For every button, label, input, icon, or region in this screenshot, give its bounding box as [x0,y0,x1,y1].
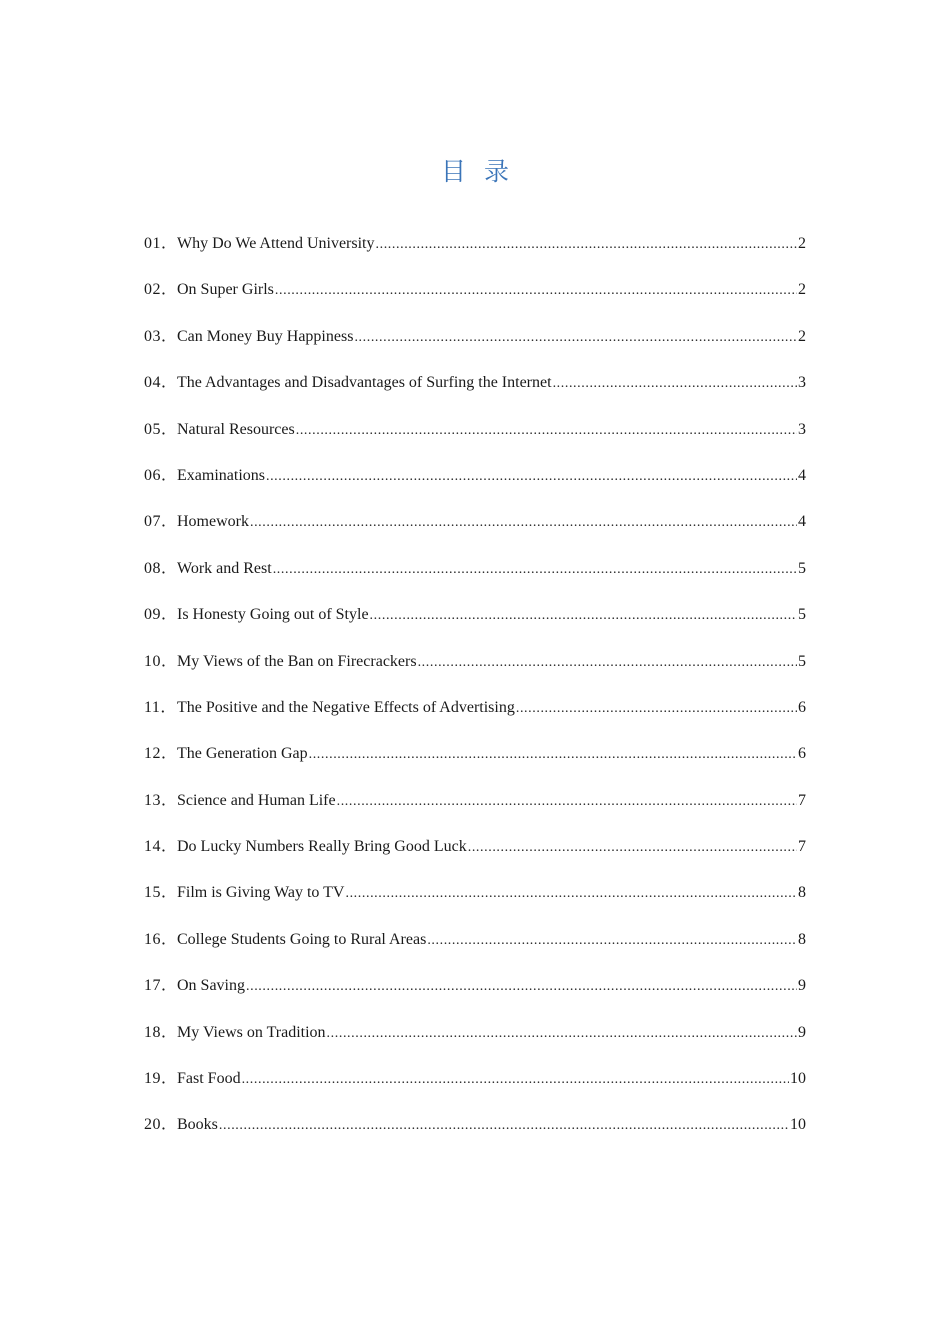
toc-dot-leader [250,511,797,535]
toc-dot-leader [516,697,797,721]
toc-entry-number: 16． [144,930,178,948]
toc-entry-page-number: 7 [798,838,806,856]
toc-dot-leader [219,1114,789,1138]
toc-dot-leader [327,1022,797,1046]
toc-entry-title: Is Honesty Going out of Style [177,606,369,624]
toc-entry-title: Natural Resources [177,420,295,438]
toc-entry-title: Work and Rest [177,559,272,577]
toc-entry[interactable] [144,603,806,649]
toc-dot-leader [376,233,798,257]
toc-entry-number: 01． [144,235,178,252]
toc-entry-page-number: 2 [798,235,806,252]
toc-entry[interactable] [144,1067,806,1113]
toc-entry-page-number: 8 [798,930,806,948]
toc-entry-title: My Views on Tradition [177,1023,326,1041]
toc-dot-leader [275,279,797,303]
toc-entry[interactable] [144,371,806,417]
toc-dot-leader [273,558,797,582]
toc-title: 目录 [440,157,527,186]
toc-entry-number: 11． [144,698,177,716]
toc-dot-leader [266,465,797,489]
toc-dot-leader [242,1068,789,1092]
toc-entry-page-number: 2 [798,281,806,299]
toc-dot-leader [354,326,797,350]
toc-entry-number: 07． [144,513,178,531]
toc-entry-page-number: 7 [798,791,806,809]
toc-entry-page-number: 4 [798,466,806,484]
toc-entry-title: On Saving [177,977,245,995]
toc-entry[interactable] [144,789,806,835]
toc-entry-page-number: 10 [790,1070,806,1088]
toc-entry[interactable] [144,742,806,788]
toc-dot-leader [296,419,797,443]
toc-entry[interactable] [144,835,806,881]
toc-dot-leader [345,882,797,906]
toc-entry-page-number: 10 [790,1116,806,1134]
toc-dot-leader [468,836,797,860]
toc-entry-number: 15． [144,884,178,902]
toc-entry-title: The Generation Gap [177,745,308,763]
toc-entry[interactable] [144,1113,806,1159]
toc-entry-page-number: 9 [798,1023,806,1041]
toc-entry[interactable] [144,232,806,278]
toc-entry-number: 04． [144,374,178,392]
toc-entry-title: On Super Girls [177,281,274,299]
toc-entry-title: The Advantages and Disadvantages of Surfing the Internet [177,374,552,392]
toc-entry-title: Science and Human Life [177,791,336,809]
toc-entry-number: 05． [144,420,178,438]
toc-entry-number: 12． [144,745,178,763]
toc-entry-number: 10． [144,652,178,670]
toc-entry-title: Examinations [177,466,265,484]
toc-entry[interactable] [144,1021,806,1067]
toc-dot-leader [553,372,797,396]
toc-entry-title: Books [177,1116,218,1134]
toc-dot-leader [246,975,797,999]
toc-dot-leader [370,604,797,628]
toc-entry-number: 03． [144,327,178,345]
toc-entry[interactable] [144,881,806,927]
toc-entry-number: 20． [144,1116,178,1134]
toc-entry-page-number: 5 [798,652,806,670]
toc-entry-page-number: 3 [798,420,806,438]
toc-entry[interactable] [144,928,806,974]
toc-entry-number: 09． [144,606,178,624]
toc-entry-title: Homework [177,513,249,531]
toc-dot-leader [427,929,797,953]
toc-entry[interactable] [144,974,806,1020]
toc-entry[interactable] [144,510,806,556]
toc-entry[interactable] [144,418,806,464]
toc-entry-page-number: 6 [798,698,806,716]
toc-entry-page-number: 6 [798,745,806,763]
toc-entry-number: 13． [144,791,178,809]
toc-dot-leader [337,790,797,814]
toc-entry-title: Can Money Buy Happiness [177,327,354,345]
toc-entry-number: 02． [144,281,178,299]
toc-entry-page-number: 8 [798,884,806,902]
toc-entry[interactable] [144,557,806,603]
toc-dot-leader [309,743,797,767]
toc-entry-page-number: 5 [798,559,806,577]
toc-entry-page-number: 2 [798,327,806,345]
toc-entry-title: Do Lucky Numbers Really Bring Good Luck [177,838,467,856]
toc-entry[interactable] [144,696,806,742]
toc-entry[interactable] [144,650,806,696]
toc-entry-page-number: 4 [798,513,806,531]
toc-entry-number: 18． [144,1023,178,1041]
toc-entry-number: 06． [144,466,178,484]
toc-entry-title: The Positive and the Negative Effects of Advertising [177,698,515,716]
toc-entry-number: 19． [144,1070,178,1088]
toc-entry[interactable] [144,325,806,371]
toc-entry-page-number: 9 [798,977,806,995]
toc-entry-number: 17． [144,977,178,995]
toc-entry-number: 08． [144,559,178,577]
toc-entry-page-number: 3 [798,374,806,392]
toc-entry-title: Fast Food [177,1070,241,1088]
toc-entry-page-number: 5 [798,606,806,624]
toc-entry[interactable] [144,278,806,324]
toc-entry-number: 14． [144,838,178,856]
toc-dot-leader [418,651,797,675]
toc-entry-title: Film is Giving Way to TV [177,884,345,902]
toc-entry-title: My Views of the Ban on Firecrackers [177,652,417,670]
toc-entry-title: Why Do We Attend University [177,235,375,252]
toc-list [144,232,806,1160]
toc-entry[interactable] [144,464,806,510]
toc-entry-title: College Students Going to Rural Areas [177,930,427,948]
